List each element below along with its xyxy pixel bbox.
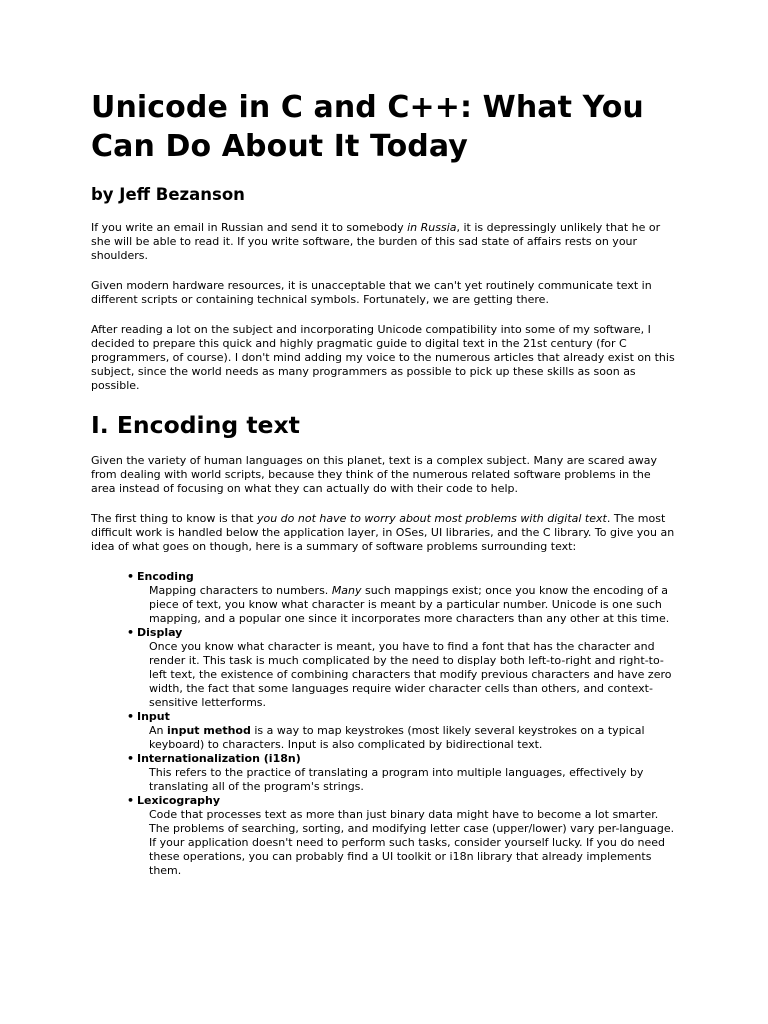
list-item-description-text-b: such mappings exist; once you know the encoding of a piece of text, you know what character is meant by a particular number. Unicode is one such mapping, and a popular one since it incorporates more characters than any other at this time. — [149, 584, 670, 625]
section-paragraph-2 — [91, 512, 678, 554]
list-item-term: Encoding — [137, 570, 194, 583]
section-heading-encoding-text: I. Encoding text — [91, 411, 300, 439]
intro-paragraph-2: Given modern hardware resources, it is unacceptable that we can't yet routinely communicate text in different scripts or containing technical symbols. Fortunately, we are getting there. — [91, 279, 652, 306]
list-item — [127, 710, 678, 752]
bullet-glyph: • — [127, 794, 135, 807]
list-item-description-emphasis: Many — [331, 584, 362, 597]
page-title: Unicode in C and C++: What You Can Do About It Today — [91, 90, 644, 164]
bullet-glyph: • — [127, 570, 135, 583]
list-item-description — [149, 584, 678, 626]
list-item-description-text-b: is a way to map keystrokes (most likely several keystrokes on a typical keyboard) to characters. Input is also complicated by bidirectional text. — [149, 724, 645, 751]
list-item-description — [149, 724, 678, 752]
intro-paragraph-1 — [91, 221, 678, 263]
section-paragraph-2-text-a: The first thing to know is that — [91, 512, 257, 525]
list-item — [127, 752, 678, 794]
intro-paragraph-1-emphasis: in Russia — [407, 221, 457, 234]
list-item-description-strong: input method — [167, 724, 251, 737]
bullet-glyph: • — [127, 710, 135, 723]
section-paragraph-2-text-b: . The most difficult work is handled below the application layer, in OSes, UI libraries, and the C library. To give you an idea of what goes on though, here is a summary of software problems surrounding text: — [91, 512, 675, 553]
list-item-term: Internationalization (i18n) — [137, 752, 301, 765]
list-item-description-text-a: An — [149, 724, 167, 737]
intro-paragraph-1-text-a: If you write an email in Russian and send it to somebody — [91, 221, 408, 234]
section-paragraph-2-emphasis: you do not have to worry about most problems with digital text — [256, 512, 607, 525]
list-item-description-text-a: Mapping characters to numbers. — [149, 584, 332, 597]
author-byline: by Jeff Bezanson — [91, 185, 245, 204]
list-item-description: Code that processes text as more than just binary data might have to become a lot smarter. The problems of searching, sorting, and modifying letter case (upper/lower) vary per-language. If your application doesn't need to perform such tasks, consider yourself lucky. If you do need these operations, you can probably find a UI toolkit or i18n library that already implements them. — [149, 808, 675, 877]
software-problems-list — [91, 570, 678, 878]
list-item — [127, 570, 678, 626]
bullet-glyph: • — [127, 626, 135, 639]
list-item-description: Once you know what character is meant, you have to find a font that has the character and render it. This task is much complicated by the need to display both left-to-right and right-to-left text, the existence of combining characters that modify previous characters and have zero width, the fact that some languages require wider character cells than others, and context-sensitive letterforms. — [149, 640, 672, 709]
list-item — [127, 794, 678, 878]
list-item-term: Lexicography — [137, 794, 221, 807]
list-item-term: Input — [137, 710, 170, 723]
bullet-glyph: • — [127, 752, 135, 765]
section-paragraph-1: Given the variety of human languages on this planet, text is a complex subject. Many are scared away from dealing with world scripts, because they think of the numerous related software problems in the area instead of focusing on what they can actually do with their code to help. — [91, 454, 658, 495]
intro-paragraph-3: After reading a lot on the subject and incorporating Unicode compatibility into some of my software, I decided to prepare this quick and highly pragmatic guide to digital text in the 21st century (for C programmers, of course). I don't mind adding my voice to the numerous articles that already exist on this subject, since the world needs as many programmers as possible to pick up these skills as soon as possible. — [91, 323, 675, 392]
list-item — [127, 626, 678, 710]
intro-paragraph-1-text-b: , it is depressingly unlikely that he or she will be able to read it. If you write software, the burden of this sad state of affairs rests on your shoulders. — [91, 221, 661, 262]
list-item-term: Display — [137, 626, 183, 639]
list-item-description: This refers to the practice of translating a program into multiple languages, effectively by translating all of the program's strings. — [149, 766, 644, 793]
